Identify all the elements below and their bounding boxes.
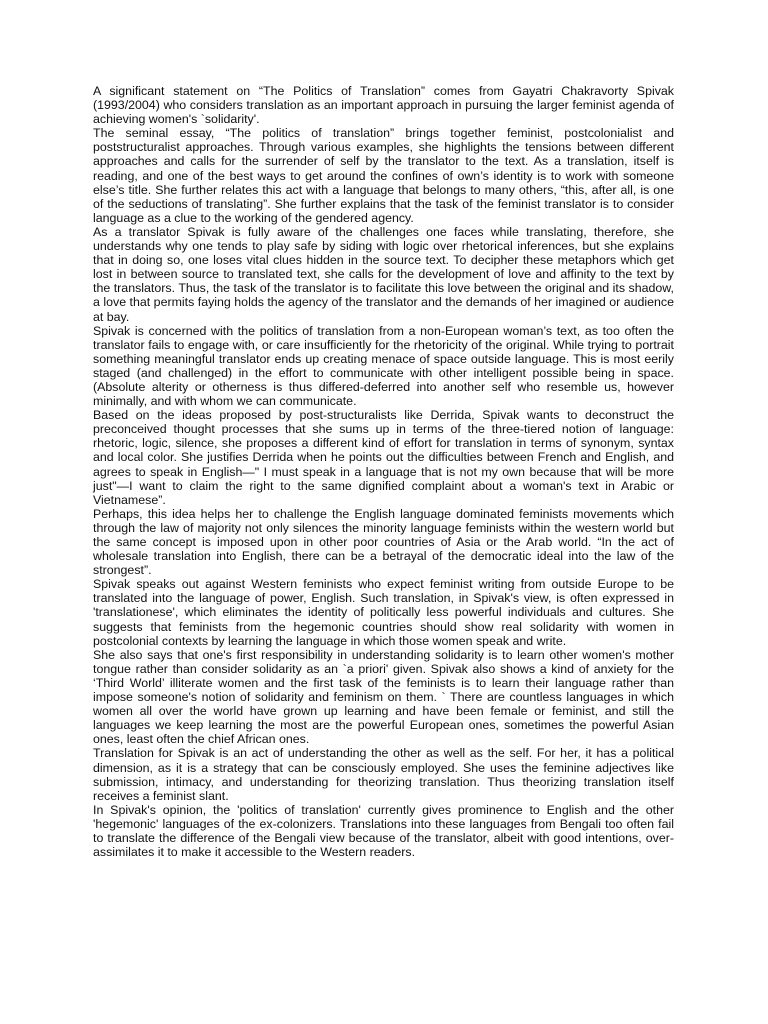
- document-page: [93, 84, 674, 859]
- paragraph-9: Translation for Spivak is an act of understanding the other as well as the self. For her, it has a political dimension, as it is a strategy that can be consciously employed. She uses the feminine adjectives like submission, intimacy, and understanding for theorizing translation. Thus theorizing translation itself receives a feminist slant.: [93, 746, 674, 803]
- paragraph-4: Spivak is concerned with the politics of translation from a non-European woman’s text, as too often the translator fails to engage with, or care insufficiently for the rhetoricity of the original. While trying to portrait something meaningful translator ends up creating menace of space outside language. This is most eerily staged (and challenged) in the effort to communicate with other intelligent possible being in space. (Absolute alterity or otherness is thus differed-deferred into another self who resemble us, however minimally, and with whom we can communicate.: [93, 323, 674, 409]
- paragraph-3: As a translator Spivak is fully aware of the challenges one faces while translating, therefore, she understands why one tends to play safe by siding with logic over rhetorical inferences, but she explains that in doing so, one loses vital clues hidden in the source text. To decipher these metaphors which get lost in between source to translated text, she calls for the development of love and affinity to the text by the translators. Thus, the task of the translator is to facilitate this love between the original and its shadow, a love that permits faying holds the agency of the translator and the demands of her imagined or audience at bay.: [93, 224, 674, 324]
- paragraph-5: Based on the ideas proposed by post-structuralists like Derrida, Spivak wants to deconstruct the preconceived thought processes that she sums up in terms of the three-tiered notion of language: rhetoric, logic, silence, she proposes a different kind of effort for translation in terms of synonym, syntax and local color. She justifies Derrida when he points out the difficulties between French and English, and agrees to speak in English—" I must speak in a language that is not my own because that will be more just"—I want to claim the right to the same dignified complaint about a woman's text in Arabic or Vietnamese”.: [93, 408, 674, 507]
- paragraph-8: She also says that one's first responsibility in understanding solidarity is to learn other women's mother tongue rather than consider solidarity as an `a priori' given. Spivak also shows a kind of anxiety for the ‘Third World’ illiterate women and the first task of the feminists is to learn their language rather than impose someone's notion of solidarity and feminism on them. ` There are countless languages in which women all over the world have grown up learning and have been female or feminist, and still the languages we keep learning the most are the powerful European ones, sometimes the powerful Asian ones, least often the chief African ones.: [93, 647, 674, 747]
- paragraph-1: A significant statement on “The Politics of Translation” comes from Gayatri Chakravorty Spivak (1993/2004) who considers translation as an important approach in pursuing the larger feminist agenda of achieving women's `solidarity'.: [93, 84, 674, 127]
- paragraph-6: Perhaps, this idea helps her to challenge the English language dominated feminists movements which through the law of majority not only silences the minority language feminists within the western world but the same concept is imposed upon in other poor countries of Asia or the Arab world. “In the act of wholesale translation into English, there can be a betrayal of the democratic ideal into the law of the strongest”.: [93, 506, 674, 578]
- paragraph-2: The seminal essay, “The politics of translation” brings together feminist, postcolonialist and poststructuralist approaches. Through various examples, she highlights the tensions between different approaches and calls for the surrender of self by the translator to the text. As a translation, itself is reading, and one of the best ways to get around the confines of own’s identity is to work with someone else’s title. She further relates this act with a language that belongs to many others, “this, after all, is one of the seductions of translating”. She further explains that the task of the feminist translator is to consider language as a clue to the working of the gendered agency.: [93, 126, 674, 225]
- paragraph-7: Spivak speaks out against Western feminists who expect feminist writing from outside Europe to be translated into the language of power, English. Such translation, in Spivak's view, is often expressed in 'translationese', which eliminates the identity of politically less powerful individuals and cultures. She suggests that feminists from the hegemonic countries should show real solidarity with women in postcolonial contexts by learning the language in which those women speak and write.: [93, 577, 674, 648]
- paragraph-10: In Spivak's opinion, the 'politics of translation' currently gives prominence to English and the other 'hegemonic' languages of the ex-colonizers. Translations into these languages from Bengali too often fail to translate the difference of the Bengali view because of the translator, albeit with good intentions, over-assimilates it to make it accessible to the Western readers.: [93, 802, 674, 860]
